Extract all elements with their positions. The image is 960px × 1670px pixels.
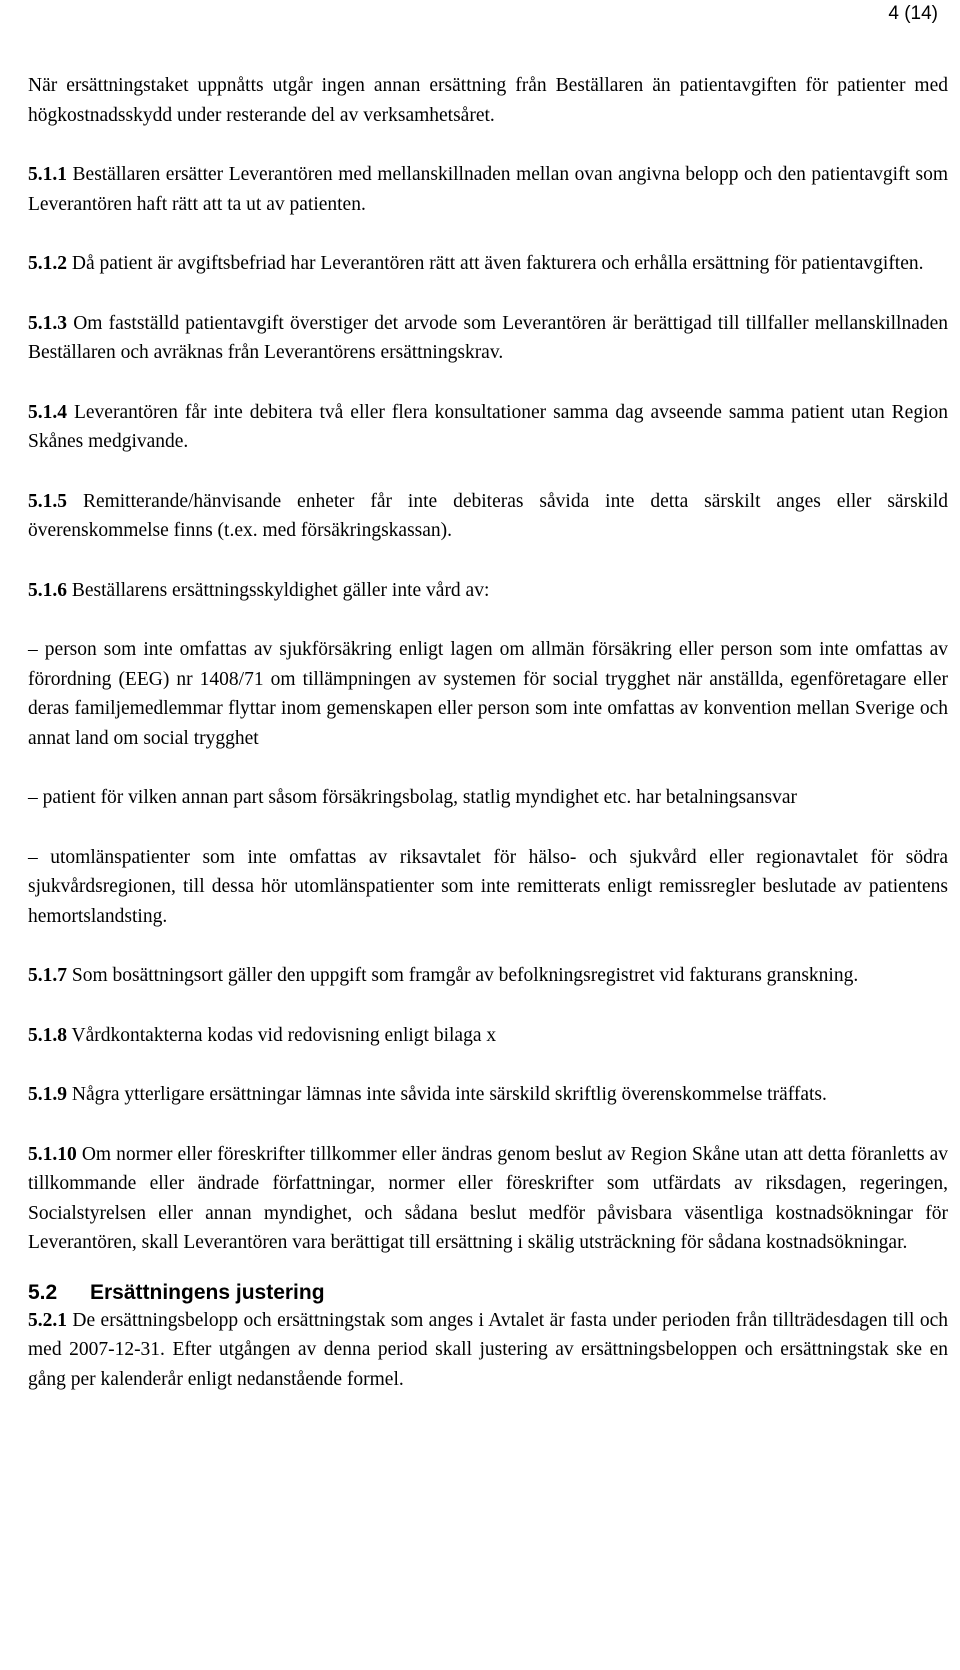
clause-text: Leverantören får inte debitera två eller flera konsultationer samma dag avseende samma patient utan Region Skånes medgivande. — [28, 401, 949, 452]
clause-number: 5.1.4 — [28, 401, 67, 423]
clause-text: Då patient är avgiftsbefriad har Leverantören rätt att även fakturera och erhålla ersättning för patientavgiften. — [71, 253, 924, 274]
clause-text: Remitterande/hänvisande enheter får inte debiteras såvida inte detta särskilt anges eller särskild överenskommelse finns (t.ex. med försäkringskassan). — [28, 490, 948, 541]
clause-5-1-8 — [28, 1021, 948, 1051]
clause-text: Beställaren ersätter Leverantören med mellanskillnaden mellan ovan angivna belopp och den patientavgift som Leverantören haft rätt att ta ut av patienten. — [28, 164, 948, 215]
clause-5-1-7 — [28, 961, 948, 991]
clause-5-1-9 — [28, 1080, 948, 1110]
clause-number: 5.1.9 — [28, 1084, 67, 1105]
document-body — [28, 71, 948, 1394]
clause-number: 5.1.8 — [28, 1024, 67, 1046]
clause-text: Om normer eller föreskrifter tillkommer eller ändras genom beslut av Region Skåne utan att detta föranletts av tillkommande eller ändrade författningar, normer eller föreskrifter som utfärdats av riksdagen, regeringen, Socialstyrelsen eller annan myndighet, och sådana beslut medför påvisbara väsentliga kostnadsökningar för Leverantören, skall Leverantören vara berättigat till ersättning i skälig utsträckning för sådana kostnadsökningar. — [28, 1143, 949, 1253]
clause-number: 5.1.10 — [28, 1143, 77, 1165]
clause-number: 5.1.3 — [28, 312, 67, 334]
clause-text: Om fastställd patientavgift överstiger det arvode som Leverantören är berättigad till tillfaller mellanskillnaden Beställaren och avräknas från Leverantörens ersättningskrav. — [28, 312, 949, 363]
clause-number: 5.1.6 — [28, 579, 67, 601]
clause-number: 5.2.1 — [28, 1309, 67, 1331]
clause-5-1-10 — [28, 1140, 948, 1258]
clause-text: Vårdkontakterna kodas vid redovisning enligt bilaga x — [71, 1024, 497, 1046]
section-title: Ersättningens justering — [90, 1280, 325, 1304]
clause-number: 5.1.7 — [28, 965, 67, 986]
clause-5-1-2 — [28, 249, 948, 279]
clause-text: Några ytterligare ersättningar lämnas inte såvida inte särskild skriftlig överenskommelse träffats. — [71, 1084, 827, 1105]
clause-number: 5.1.5 — [28, 490, 67, 512]
clause-5-1-6 — [28, 576, 948, 606]
intro-paragraph: När ersättningstaket uppnåtts utgår ingen annan ersättning från Beställaren än patientavgiften för patienter med högkostnadsskydd under resterande del av verksamhetsåret. — [28, 75, 948, 126]
clause-5-1-4 — [28, 398, 948, 457]
exclusion-item: – person som inte omfattas av sjukförsäkring enligt lagen om allmän försäkring eller person som inte omfattas av förordning (EEG) nr 1408/71 om tillämpningen av systemen för social trygghet när anställda, egenföretagare eller deras familjemedlemmar flyttar inom gemenskapen eller person som inte omfattas av konvention mellan Sverige och annat land om social trygghet — [28, 639, 948, 749]
section-heading — [28, 1280, 948, 1306]
clause-5-2-1 — [28, 1306, 948, 1395]
clause-5-1-3 — [28, 309, 948, 368]
clause-text: Beställarens ersättningsskyldighet gäller inte vård av: — [71, 579, 490, 601]
clause-5-1-1 — [28, 160, 948, 219]
clause-5-1-5 — [28, 487, 948, 546]
exclusion-item: – patient för vilken annan part såsom försäkringsbolag, statlig myndighet etc. har betalningsansvar — [28, 787, 797, 808]
exclusion-item: – utomlänspatienter som inte omfattas av riksavtalet för hälso- och sjukvård eller regionavtalet för södra sjukvårdsregionen, till dessa hör utomlänspatienter som inte remitterats enligt remissregler beslutade av patientens hemortslandsting. — [28, 846, 948, 927]
clause-number: 5.1.1 — [28, 164, 67, 185]
clause-text: De ersättningsbelopp och ersättningstak som anges i Avtalet är fasta under perioden från tillträdesdagen till och med 2007-12-31. Efter utgången av denna period skall justering av ersättningsbeloppen och ersättningstak ske en gång per kalenderår enligt nedanstående formel. — [28, 1309, 948, 1390]
clause-text: Som bosättningsort gäller den uppgift som framgår av befolkningsregistret vid fakturans granskning. — [71, 965, 859, 986]
page-number: 4 (14) — [888, 3, 938, 24]
clause-number: 5.1.2 — [28, 253, 67, 274]
section-number: 5.2 — [28, 1280, 58, 1304]
